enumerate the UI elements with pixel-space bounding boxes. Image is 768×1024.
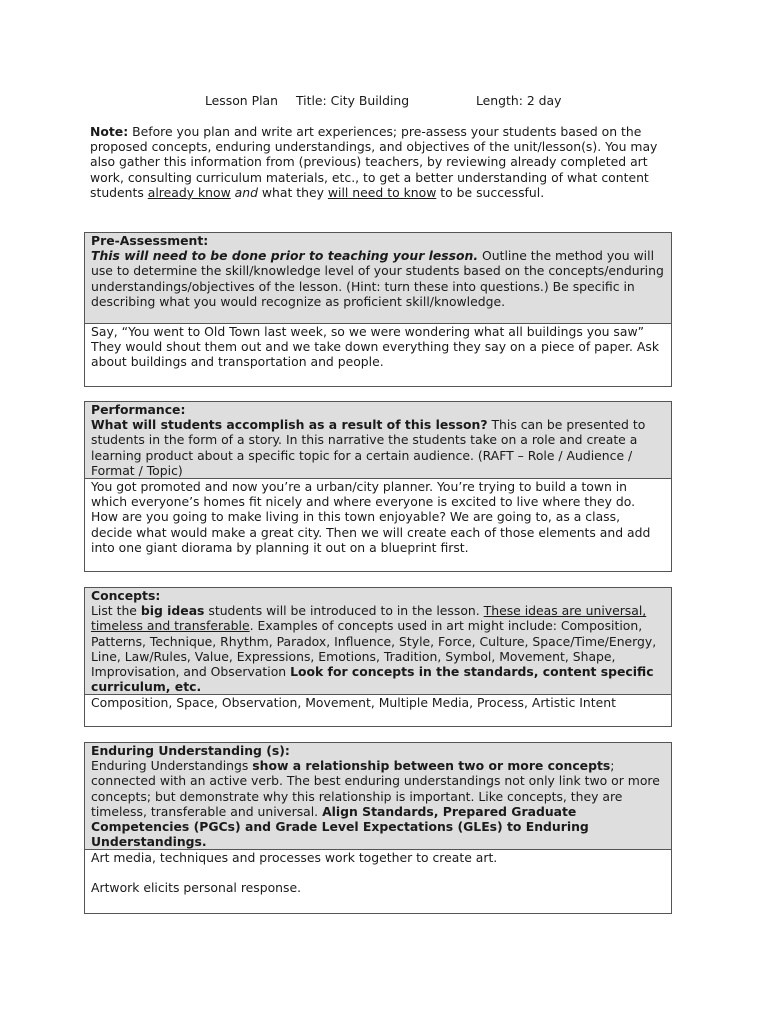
concepts-prompt: Concepts: List the big ideas students will be introduced to in the lesson. These ideas are universal, timeless and transferable. Examples of concepts used in art might include: Composition, Patterns, Technique, Rhythm, Paradox, Influence, Style, Force, Culture, Space/Time/Energy, Line, Law/Rules, Value, Expressions, Emotions, Tradition, Symbol, Movement, Shape, Improvisation, and Observation Look for concepts in the standards, content specific curriculum, etc. xyxy=(85,588,671,695)
section-title: Concepts: xyxy=(91,588,161,603)
enduring-understanding-section xyxy=(84,742,672,914)
enduring-understanding-prompt: Enduring Understanding (s): Enduring Understandings show a relationship between two or more concepts; connected with an active verb. The best enduring understandings not only link two or more concepts; but demonstrate why this relationship is important. Like concepts, they are timeless, transferable and universal. Align Standards, Prepared Graduate Competencies (PGCs) and Grade Level Expectations (GLEs) to Enduring Understandings. xyxy=(85,743,671,850)
need-to-know-text: will need to know xyxy=(327,184,437,200)
performance-response: You got promoted and now you’re a urban/city planner. You’re trying to build a town in which everyone’s homes fit nicely and where everyone is excited to live where they do. How are you going to make living in this town enjoyable? We are going to, as a class, decide what would make a great city. Then we will create each of those elements and add into one giant diorama by planning it out on a blueprint first. xyxy=(91,479,651,555)
pre-assessment-response: Say, “You went to Old Town last week, so we were wondering what all buildings you saw” They would shout them out and we take down everything they say on a piece of paper. Ask about buildings and transportation and people. xyxy=(91,324,660,370)
lesson-title: Title: City Building xyxy=(296,93,410,108)
document-header xyxy=(0,92,768,110)
note-paragraph: Note: Before you plan and write art experiences; pre-assess your students based on the proposed concepts, enduring understandings, and objectives of the unit/lesson(s). You may also gather this information from (previous) teachers, by reviewing already completed art work, consulting curriculum materials, etc., to get a better understanding of what content students already know and what they will need to know to be successful. xyxy=(90,124,658,200)
pre-assessment-prompt: Pre-Assessment: This will need to be done prior to teaching your lesson. Outline the method you will use to determine the skill/knowledge level of your students based on the concepts/enduring understandings/objectives of the lesson. (Hint: turn these into questions.) Be specific in describing what you would recognize as proficient skill/knowledge. xyxy=(85,233,671,324)
section-title: Pre-Assessment: xyxy=(91,233,209,248)
section-title: Performance: xyxy=(91,402,186,417)
concepts-section xyxy=(84,587,672,727)
section-title: Enduring Understanding (s): xyxy=(91,743,290,758)
doc-type-label: Lesson Plan xyxy=(205,93,278,108)
response-line: Art media, techniques and processes work together to create art. xyxy=(91,850,498,865)
lesson-length: Length: 2 day xyxy=(476,93,562,108)
response-line: Artwork elicits personal response. xyxy=(91,880,302,896)
already-know-text: already know xyxy=(147,184,231,200)
concepts-response: Composition, Space, Observation, Movement, Multiple Media, Process, Artistic Intent xyxy=(91,695,616,710)
pre-assessment-section xyxy=(84,232,672,387)
performance-prompt: Performance: What will students accomplish as a result of this lesson? This can be presented to students in the form of a story. In this narrative the students take on a role and create a learning product about a specific topic for a certain audience. (RAFT – Role / Audience / Format / Topic) xyxy=(85,402,671,479)
performance-section xyxy=(84,401,672,572)
note-label: Note: xyxy=(90,124,129,139)
enduring-understanding-response xyxy=(85,850,671,895)
